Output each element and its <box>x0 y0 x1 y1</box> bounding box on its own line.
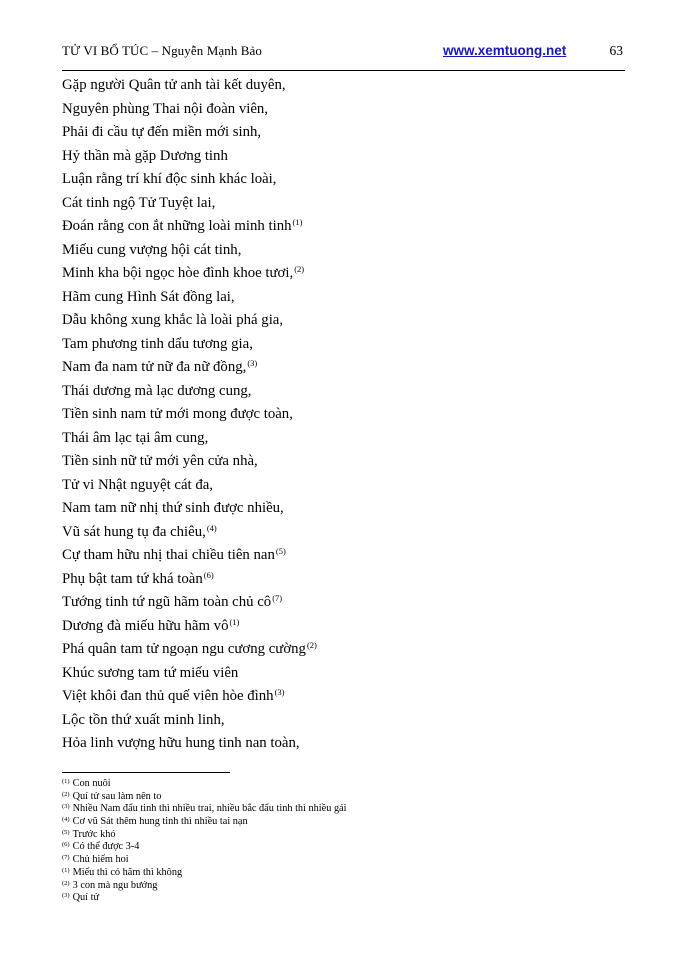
verse-text: Nam tam nữ nhị thứ sinh được nhiều, <box>62 500 284 516</box>
footnote-reference: (1) <box>229 616 240 627</box>
verse-text: Hỷ thần mà gặp Dương tinh <box>62 147 228 164</box>
verse-line <box>62 262 622 286</box>
footnote-text: Chủ hiếm hoi <box>72 854 129 866</box>
footnote-mark: (7) <box>62 854 70 862</box>
footnote-mark: (6) <box>62 841 70 849</box>
verse-line <box>62 215 622 239</box>
footnote-text: Trước khó <box>72 828 116 840</box>
footnote <box>62 892 622 905</box>
verse-text: Minh kha bội ngọc hòe đình khoe tươi, <box>62 265 294 281</box>
footnote-mark: (2) <box>62 790 70 798</box>
footnote-reference: (1) <box>292 217 303 227</box>
verse-text: Hãm cung Hình Sát đồng lai, <box>62 288 235 305</box>
footnote-reference: (7) <box>272 593 283 603</box>
verse-line <box>62 450 622 474</box>
verse-text: Dẫu không xung khắc là loài phá gia, <box>62 312 284 328</box>
verse-text: Nam đa nam tử nữ đa nữ đồng, <box>62 359 247 375</box>
footnote <box>62 841 622 854</box>
verse-text: Tiền sinh nam tử mới mong được toàn, <box>62 406 293 422</box>
footnote-reference: (3) <box>247 358 258 368</box>
footnote <box>62 867 622 880</box>
footnote-mark: (5) <box>62 828 70 836</box>
verse-text: Tướng tinh tứ ngũ hãm toàn chủ cô <box>62 594 272 610</box>
verse-text: Gặp người Quân tử anh tài kết duyên, <box>62 77 286 93</box>
footnote-text: Quí tử sau làm nên to <box>72 790 162 802</box>
verse-line <box>62 497 622 521</box>
verse-line <box>62 544 622 568</box>
footnote-reference: (4) <box>206 522 217 533</box>
header-divider <box>62 70 625 71</box>
footnote-text: Cơ vũ Sát thêm hung tinh thì nhiều tai nạn <box>72 816 248 828</box>
verse-line <box>62 145 622 169</box>
verse-text: Tử vi Nhật nguyệt cát đa, <box>62 476 214 493</box>
verse-line <box>62 192 622 216</box>
footnote-mark: (4) <box>62 816 70 824</box>
verse-line <box>62 615 622 639</box>
footnote <box>62 791 622 804</box>
verse-line <box>62 98 622 122</box>
verse-line <box>62 709 622 733</box>
verse-line <box>62 333 622 357</box>
verse-line <box>62 427 622 451</box>
footnote-divider <box>62 772 230 773</box>
verse-line <box>62 568 622 592</box>
footnote-text: Miếu thì có hãm thì không <box>72 866 183 878</box>
footnote-text: Con nuôi <box>72 778 111 789</box>
verse-text: Cát tinh ngộ Tử Tuyệt lai, <box>62 194 216 211</box>
footnote-text: Có thể được 3-4 <box>72 841 140 853</box>
footnote <box>62 829 622 842</box>
verse-line <box>62 74 622 98</box>
verse-text: Vũ sát hung tụ đa chiêu, <box>62 523 206 540</box>
footnote-reference: (6) <box>203 569 214 580</box>
footnote-mark: (2) <box>62 879 70 887</box>
verse-line <box>62 732 622 756</box>
verse-text: Thái dương mà lạc dương cung, <box>62 382 252 399</box>
footnote-reference: (2) <box>294 264 305 274</box>
footnote-mark: (3) <box>62 892 70 900</box>
verse-line <box>62 309 622 333</box>
footnote-mark: (3) <box>62 803 70 811</box>
verse-line <box>62 380 622 404</box>
page-number: 63 <box>609 43 623 58</box>
verse-line <box>62 474 622 498</box>
verse-line <box>62 403 622 427</box>
verse-text: Cự tham hữu nhị thai chiều tiên nan <box>62 547 275 563</box>
verse-line <box>62 662 622 686</box>
footnote-text: Quí tử <box>72 892 100 904</box>
verse-text: Lộc tồn thứ xuất minh linh, <box>62 711 225 728</box>
footnote <box>62 880 622 893</box>
verse-text: Đoán rằng con ắt những loài minh tinh <box>62 218 292 234</box>
footnote-text: Nhiều Nam đẩu tinh thì nhiều trai, nhiều bắc đẩu tinh thì nhiều gái <box>72 803 347 815</box>
page-header <box>62 43 625 67</box>
verse-line <box>62 685 622 709</box>
verse-text: Tam phương tinh dẩu tương gia, <box>62 335 253 352</box>
footnote <box>62 803 622 816</box>
verse-text: Phá quân tam tử ngoạn ngu cương cường <box>62 641 306 657</box>
footnote-reference: (2) <box>306 640 317 650</box>
header-title: TỬ VI BỔ TÚC – Nguyễn Mạnh Bảo <box>62 43 263 58</box>
verse-list <box>62 74 622 756</box>
verse-text: Hỏa linh vượng hữu hung tinh nan toàn, <box>62 735 300 751</box>
verse-line <box>62 591 622 615</box>
verse-text: Thái âm lạc tại âm cung, <box>62 429 209 446</box>
verse-text: Việt khôi đan thủ quế viên hòe đình <box>62 688 274 704</box>
footnote <box>62 854 622 867</box>
verse-line <box>62 638 622 662</box>
footnote <box>62 816 622 829</box>
verse-text: Phụ bật tam tứ khá toàn <box>62 570 203 587</box>
verse-text: Khúc sương tam tứ miếu viên <box>62 664 239 681</box>
verse-line <box>62 121 622 145</box>
verse-line <box>62 239 622 263</box>
footnote-list <box>62 778 622 905</box>
verse-text: Nguyên phùng Thai nội đoàn viên, <box>62 100 269 117</box>
verse-text: Phải đi cầu tự đến miền mới sinh, <box>62 124 262 140</box>
verse-text: Dương đà miếu hữu hãm vô <box>62 617 229 634</box>
verse-line <box>62 521 622 545</box>
verse-text: Miếu cung vượng hội cát tinh, <box>62 241 242 258</box>
verse-line <box>62 286 622 310</box>
footnote <box>62 778 622 791</box>
verse-text: Luận rằng trí khí độc sinh khác loài, <box>62 171 277 187</box>
footnote-mark: (1) <box>62 778 70 785</box>
footnote-text: 3 con mà ngu bướng <box>72 879 158 891</box>
footnote-mark: (1) <box>62 866 70 874</box>
footnote-reference: (5) <box>275 546 286 556</box>
footnote-reference: (3) <box>274 687 285 697</box>
verse-line <box>62 356 622 380</box>
website-link[interactable]: www.xemtuong.net <box>443 43 567 58</box>
verse-text: Tiền sinh nữ tử mới yên cửa nhà, <box>62 453 258 469</box>
verse-line <box>62 168 622 192</box>
